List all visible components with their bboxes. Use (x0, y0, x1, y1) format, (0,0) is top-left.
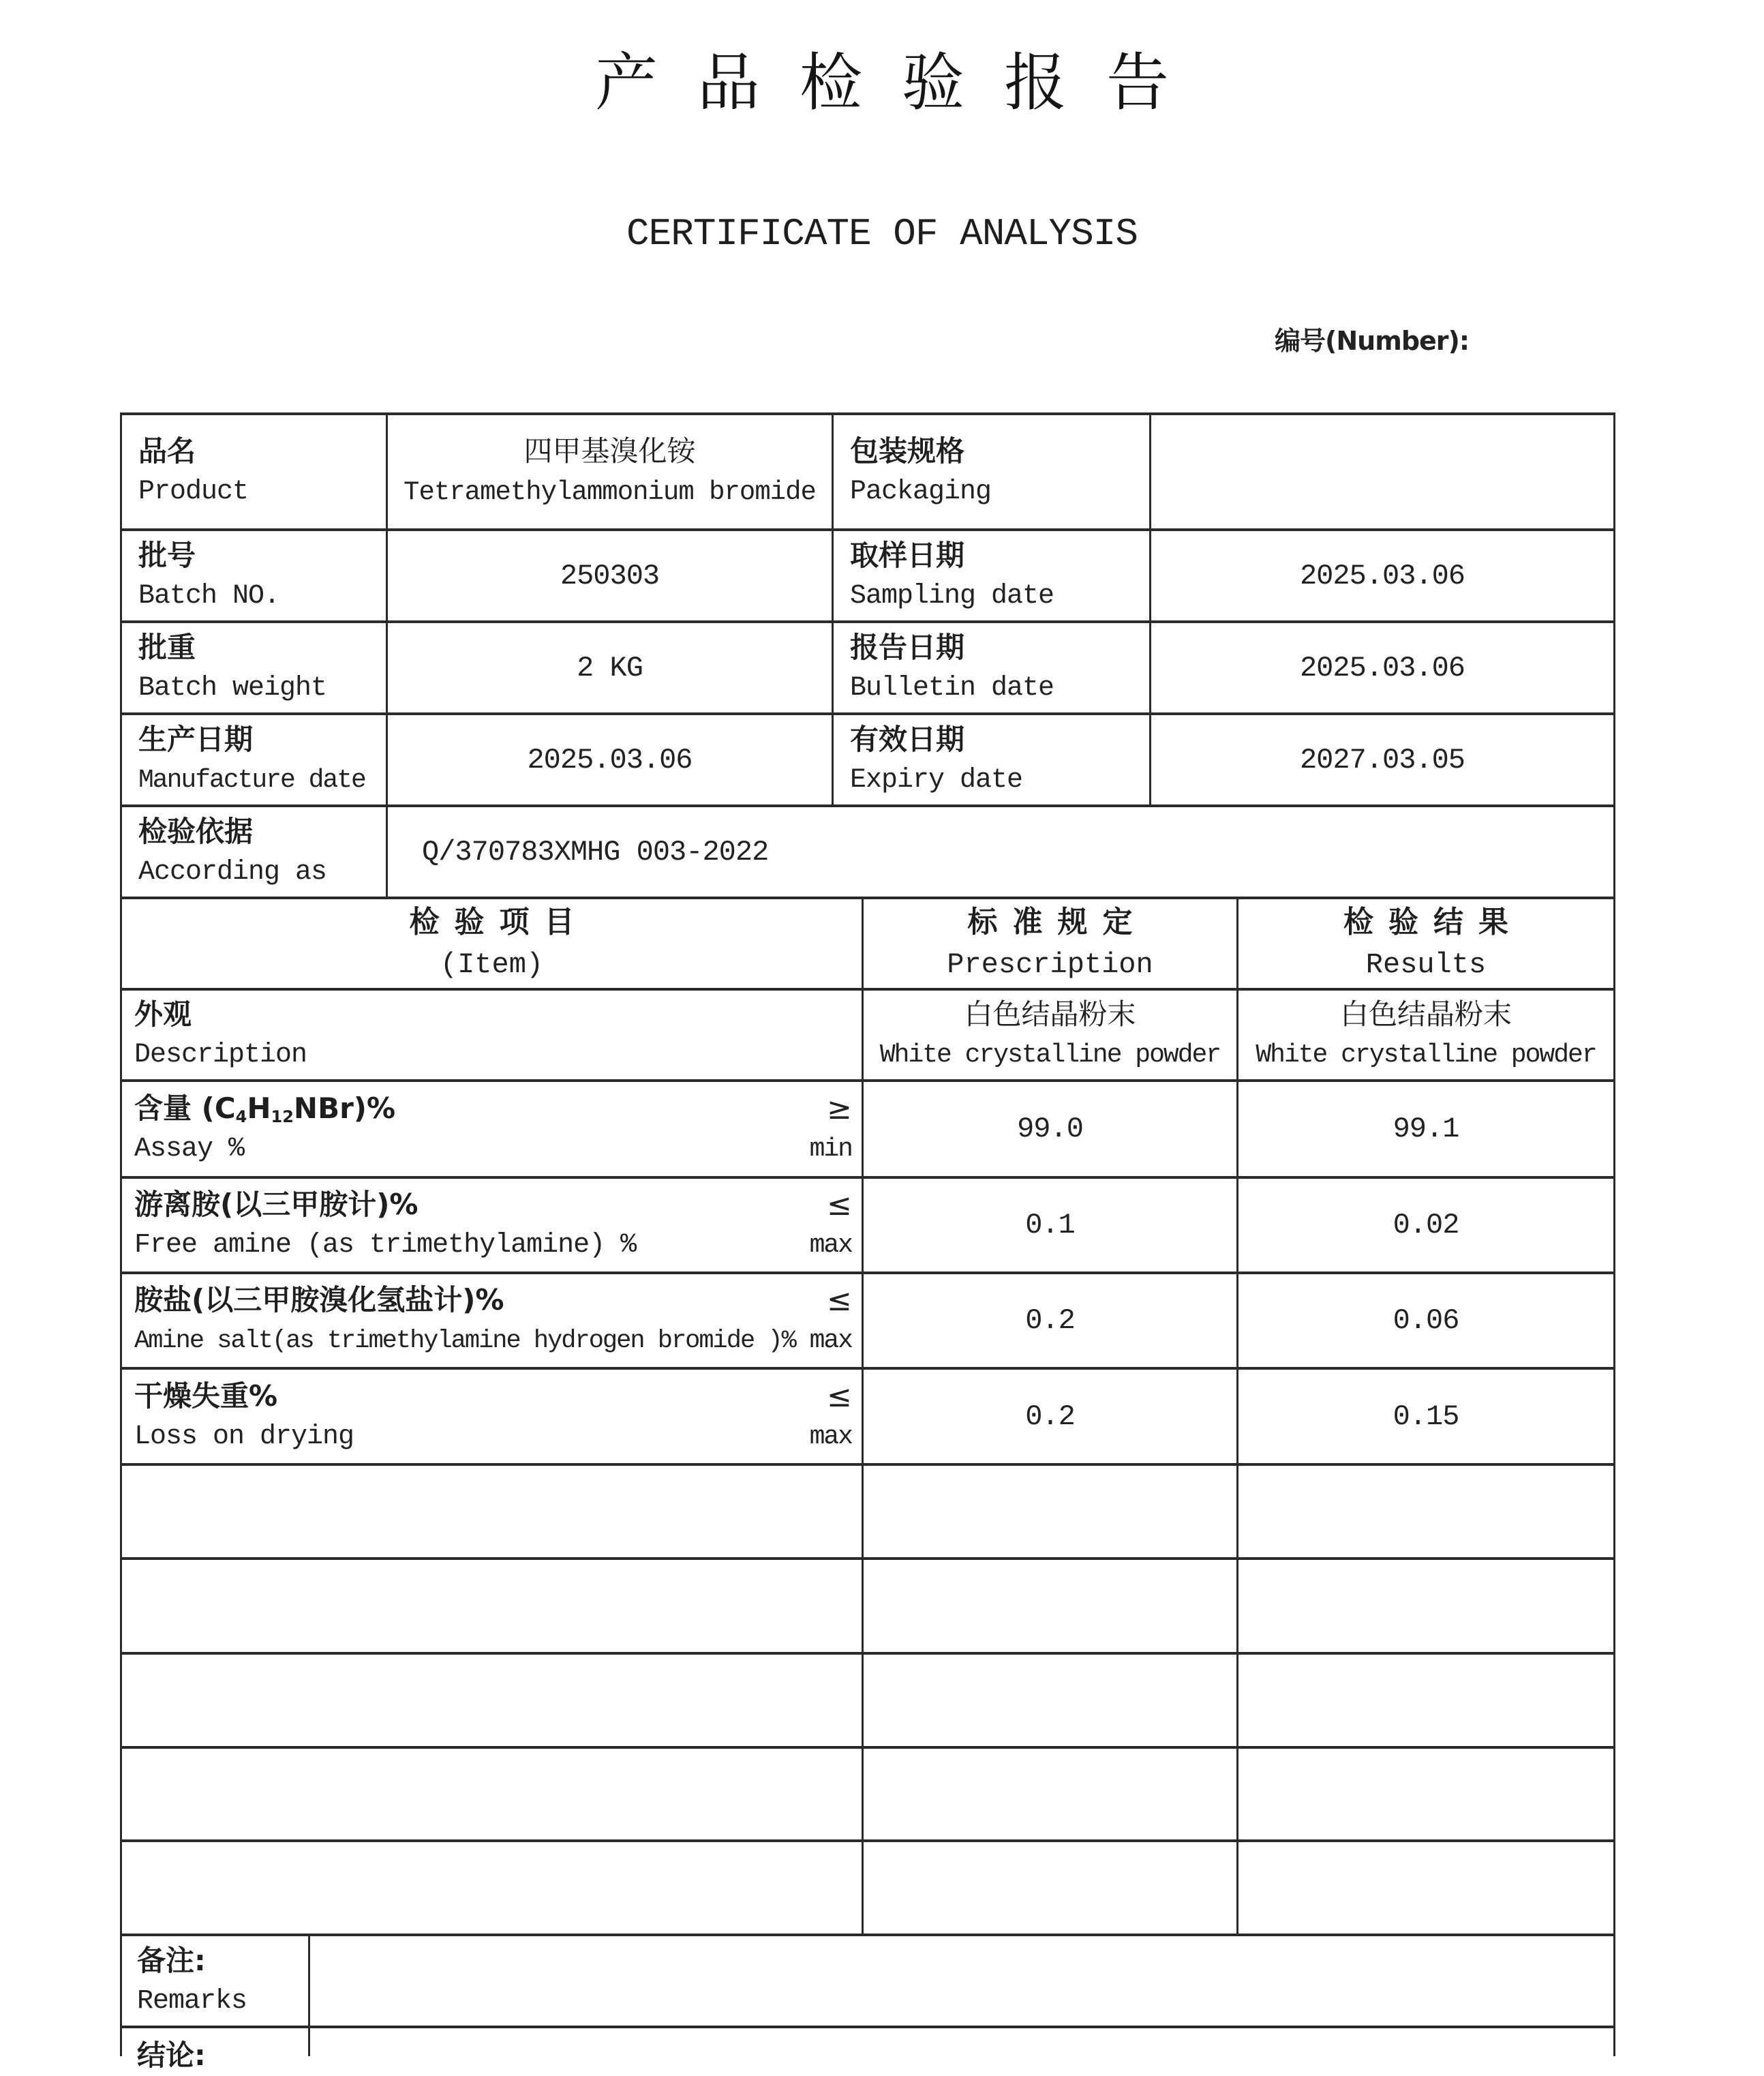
product-label-en: Product (138, 477, 249, 507)
result-en: White crystalline powder (1256, 1040, 1596, 1070)
sampling-date-label-zh: 取样日期 (850, 538, 965, 572)
description-result (1238, 991, 1613, 1079)
greater-equal-icon: ≥ (827, 1092, 852, 1126)
item-header-zh: 检验项目 (409, 905, 590, 939)
table-border-right (1613, 412, 1615, 2056)
free-amine-result: 0.02 (1393, 1209, 1459, 1242)
limit-word: min (809, 1134, 852, 1164)
item-name-zh: 外观 (134, 997, 192, 1031)
expiry-date-label-en: Expiry date (850, 764, 1023, 796)
amine-salt-result: 0.06 (1393, 1304, 1459, 1337)
results-column-header (1238, 899, 1613, 988)
bulletin-date-label-en: Bulletin date (850, 672, 1054, 704)
item-name-zh: 干燥失重% (134, 1379, 278, 1413)
according-as-value: Q/370783XMHG 003-2022 (422, 835, 769, 869)
conclusion-label-zh: 结论: (137, 2039, 206, 2072)
formula-part: 含量 (C (134, 1092, 236, 1125)
result-zh: 白色结晶粉末 (1339, 997, 1512, 1031)
loss-on-drying-prescription: 0.2 (1025, 1400, 1075, 1433)
item-name-zh (134, 1088, 862, 1129)
row-divider (120, 1557, 1615, 1560)
table-row-assay (122, 1082, 862, 1176)
product-label-zh: 品名 (138, 434, 196, 468)
results-header-en: Results (1365, 948, 1487, 981)
row-divider (120, 1652, 1615, 1655)
batch-weight-label (122, 623, 386, 712)
limit-indicator (810, 1179, 852, 1272)
prescription-zh: 白色结晶粉末 (964, 997, 1136, 1031)
manufacture-date-label (122, 715, 386, 804)
expiry-date-label-zh: 有效日期 (850, 722, 965, 756)
less-equal-icon: ≤ (827, 1188, 852, 1222)
prescription-header-en: Prescription (947, 948, 1153, 981)
description-prescription (864, 991, 1236, 1079)
item-header-en: (Item) (440, 948, 544, 981)
results-header-zh: 检验结果 (1343, 905, 1523, 939)
item-name-en: Loss on drying (134, 1421, 354, 1452)
batch-no-label (122, 531, 386, 620)
remarks-value (310, 1936, 1613, 2026)
item-name-en: Assay % (134, 1134, 245, 1164)
formula-part: H (247, 1092, 271, 1125)
row-divider (120, 2026, 1615, 2028)
according-as-label-zh: 检验依据 (138, 814, 254, 848)
formula-subscript: 4 (235, 1107, 247, 1126)
formula-subscript: 12 (271, 1107, 294, 1126)
batch-no-label-en: Batch NO. (138, 580, 280, 612)
prescription-en: White crystalline powder (879, 1040, 1221, 1070)
expiry-date-value: 2027.03.05 (1299, 743, 1465, 777)
table-row-free-amine (122, 1179, 862, 1272)
packaging-label-en: Packaging (850, 477, 992, 507)
item-column-header (122, 899, 862, 988)
limit-indicator (810, 1370, 852, 1463)
item-name-zh: 胺盐(以三甲胺溴化氢盐计)% (134, 1283, 504, 1317)
assay-result: 99.1 (1393, 1113, 1459, 1145)
table-row-description (122, 991, 862, 1079)
manufacture-date-label-en: Manufacture date (138, 765, 365, 795)
packaging-label-zh: 包装规格 (850, 434, 965, 468)
table-row-amine-salt (122, 1274, 862, 1367)
report-number-label: 编号(Number): (1275, 326, 1470, 356)
packaging-label (834, 415, 1149, 528)
assay-prescription: 99.0 (1017, 1113, 1083, 1145)
report-title-zh: 产品检验报告 (594, 46, 1208, 119)
batch-weight-label-en: Batch weight (138, 672, 327, 704)
product-label (122, 415, 386, 528)
limit-word: max (809, 1326, 852, 1355)
item-name-zh: 游离胺(以三甲胺计)% (134, 1188, 419, 1221)
limit-word: max (809, 1421, 852, 1451)
limit-indicator (810, 1082, 852, 1176)
row-divider (120, 1463, 1615, 1466)
free-amine-prescription: 0.1 (1025, 1209, 1075, 1242)
report-title-en: CERTIFICATE OF ANALYSIS (626, 212, 1138, 256)
prescription-column-header (864, 899, 1236, 988)
item-name-en: Amine salt(as trimethylamine hydrogen bromide )% (134, 1327, 795, 1355)
remarks-label-zh: 备注: (137, 1943, 206, 1977)
batch-weight-label-zh: 批重 (138, 630, 196, 664)
sampling-date-label-en: Sampling date (850, 580, 1054, 612)
table-row-loss-on-drying (122, 1370, 862, 1463)
bulletin-date-label (834, 623, 1149, 712)
limit-word: max (809, 1231, 852, 1260)
bulletin-date-value: 2025.03.06 (1299, 651, 1465, 685)
loss-on-drying-result: 0.15 (1393, 1400, 1459, 1433)
less-equal-icon: ≤ (827, 1379, 852, 1414)
according-as-label-en: According as (138, 856, 327, 888)
amine-salt-prescription: 0.2 (1025, 1304, 1075, 1337)
manufacture-date-label-zh: 生产日期 (138, 722, 254, 756)
bulletin-date-label-zh: 报告日期 (850, 630, 965, 664)
remarks-label-en: Remarks (137, 1985, 247, 2017)
prescription-header-zh: 标准规定 (967, 905, 1148, 939)
formula-part: NBr)% (293, 1092, 396, 1125)
row-divider (120, 1746, 1615, 1749)
limit-indicator (810, 1274, 852, 1367)
batch-no-label-zh: 批号 (138, 538, 196, 572)
item-name-en: Description (134, 1040, 307, 1070)
packaging-value (1151, 415, 1613, 528)
row-divider (120, 1839, 1615, 1842)
item-name-en: Free amine (as trimethylamine) % (134, 1230, 637, 1261)
expiry-date-label (834, 715, 1149, 804)
product-value (388, 415, 832, 528)
product-name-zh: 四甲基溴化铵 (523, 434, 696, 468)
product-name-en: Tetramethylammonium bromide (404, 477, 816, 507)
remarks-label (122, 1936, 308, 2026)
sampling-date-label (834, 531, 1149, 620)
less-equal-icon: ≤ (827, 1283, 852, 1318)
sampling-date-value: 2025.03.06 (1299, 559, 1465, 592)
batch-weight-value: 2 KG (577, 651, 643, 685)
batch-no-value: 250303 (560, 559, 660, 592)
according-as-label (122, 807, 386, 897)
manufacture-date-value: 2025.03.06 (527, 743, 693, 777)
